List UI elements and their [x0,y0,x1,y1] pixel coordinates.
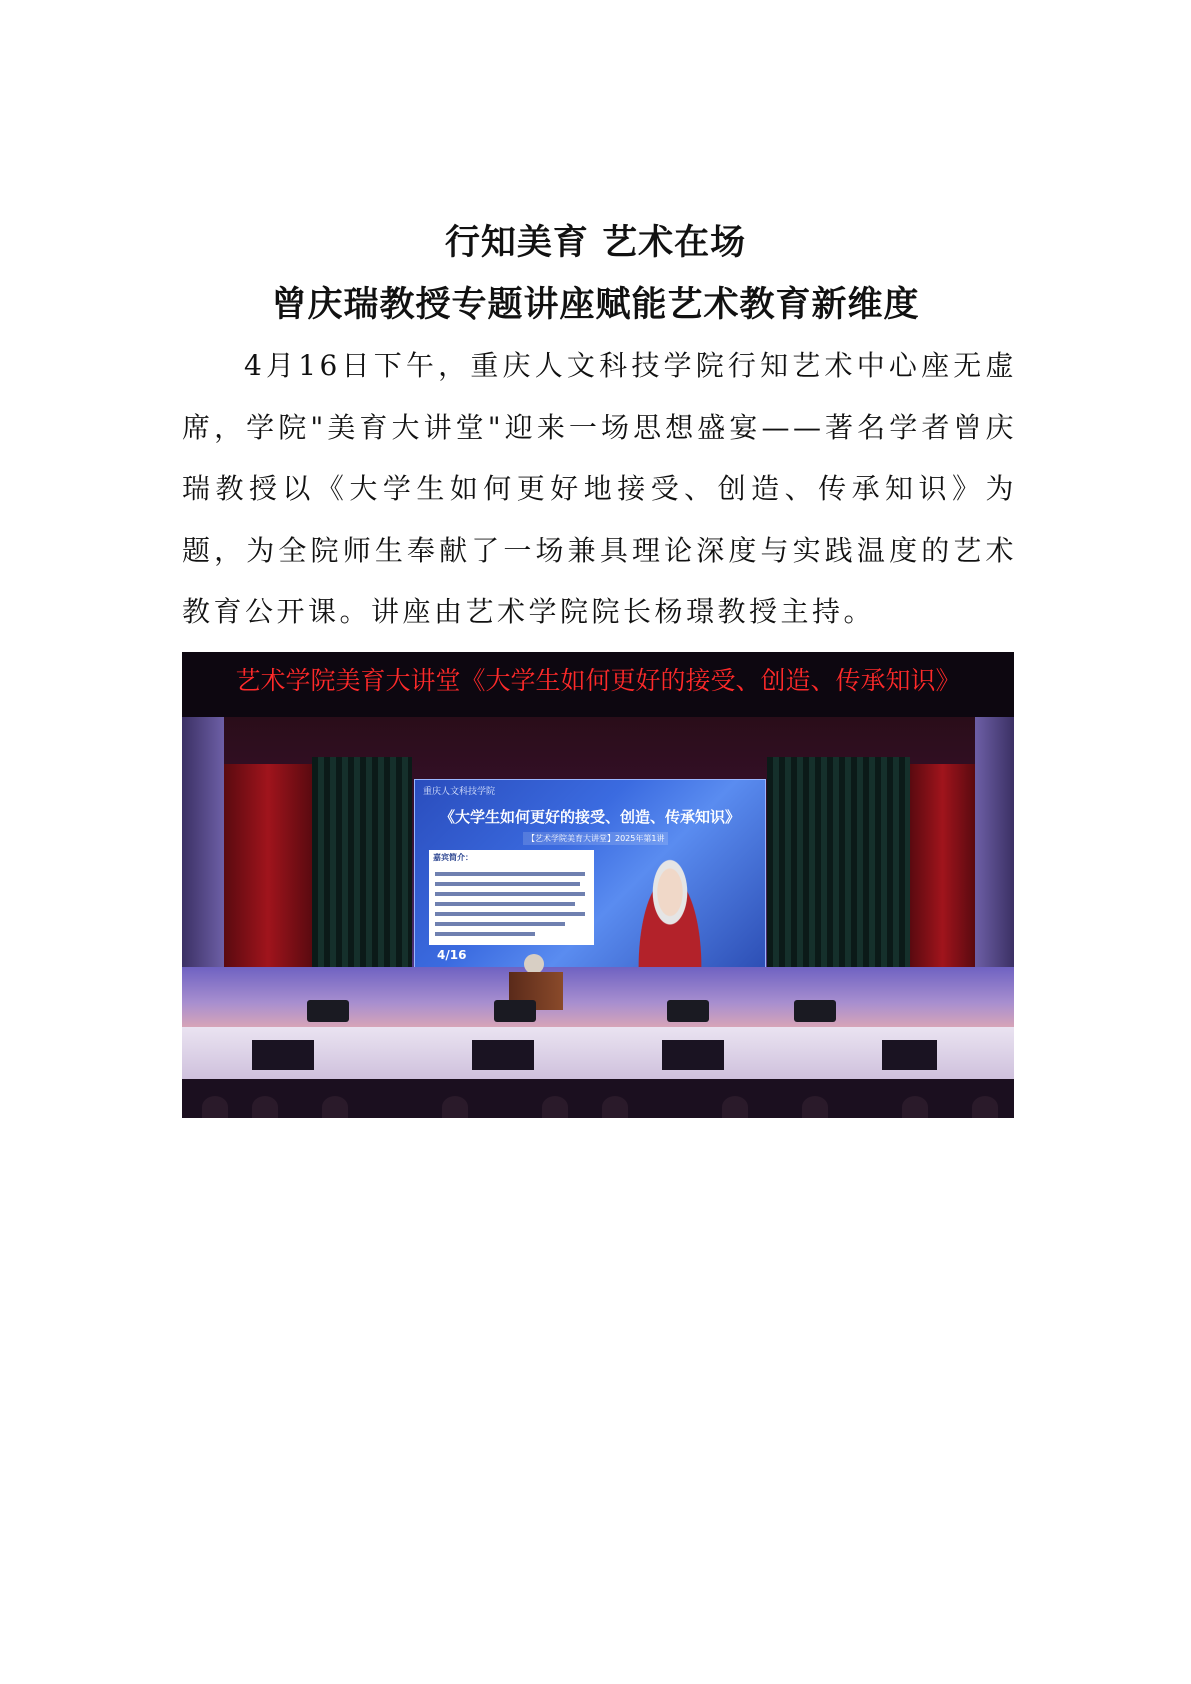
audience-row [182,1079,1014,1118]
audience-head [602,1096,628,1118]
audience-head [252,1096,278,1118]
stage-monitor [307,1000,349,1022]
screen-text-line [435,932,535,936]
screen-title: 《大学生如何更好的接受、创造、传承知识》 [439,808,740,826]
screen-text-line [435,892,585,896]
screen-logo: 重庆人文科技学院 [423,787,496,797]
stage-vent [252,1040,314,1070]
screen-text-line [435,922,565,926]
audience-head [442,1096,468,1118]
screen-text-line [435,912,585,916]
stage-monitor [494,1000,536,1022]
screen-intro-heading: 嘉宾简介： [433,853,473,862]
stage-vent [472,1040,534,1070]
lecture-photo [182,652,1014,1118]
screen-intro-box [429,850,594,945]
screen-subtitle: 【艺术学院美育大讲堂】2025年第1讲 [523,832,668,845]
audience-head [202,1096,228,1118]
audience-head [542,1096,568,1118]
document-subtitle: 曾庆瑞教授专题讲座赋能艺术教育新维度 [271,285,920,325]
stage-vent [882,1040,937,1070]
body-paragraph [182,335,1017,643]
screen-date: 4/16 [437,948,467,962]
body-paragraph-text: 4月16日下午，重庆人文科技学院行知艺术中心座无虚席，学院"美育大讲堂"迎来一场思想盛宴——著名学者曾庆瑞教授以《大学生如何更好地接受、创造、传承知识》为题，为全院师生奉献了一场兼具理论深度与实践温度的艺术教育公开课。讲座由艺术学院院长杨璟教授主持。 [182,349,1017,628]
speaker-figure [524,954,544,974]
audience-head [902,1096,928,1118]
audience-head [322,1096,348,1118]
audience-head [972,1096,998,1118]
screen-text-line [435,882,580,886]
led-banner: 艺术学院美育大讲堂《大学生如何更好的接受、创造、传承知识》 [182,652,1014,717]
screen-text-line [435,902,575,906]
screen-text-line [435,872,585,876]
audience-head [802,1096,828,1118]
stage-screen [414,779,766,968]
stage-vent [662,1040,724,1070]
stage-monitor [667,1000,709,1022]
audience-head [722,1096,748,1118]
document-title: 行知美育 艺术在场 [444,223,747,263]
stage-monitor [794,1000,836,1022]
speaker-portrait [630,852,710,967]
